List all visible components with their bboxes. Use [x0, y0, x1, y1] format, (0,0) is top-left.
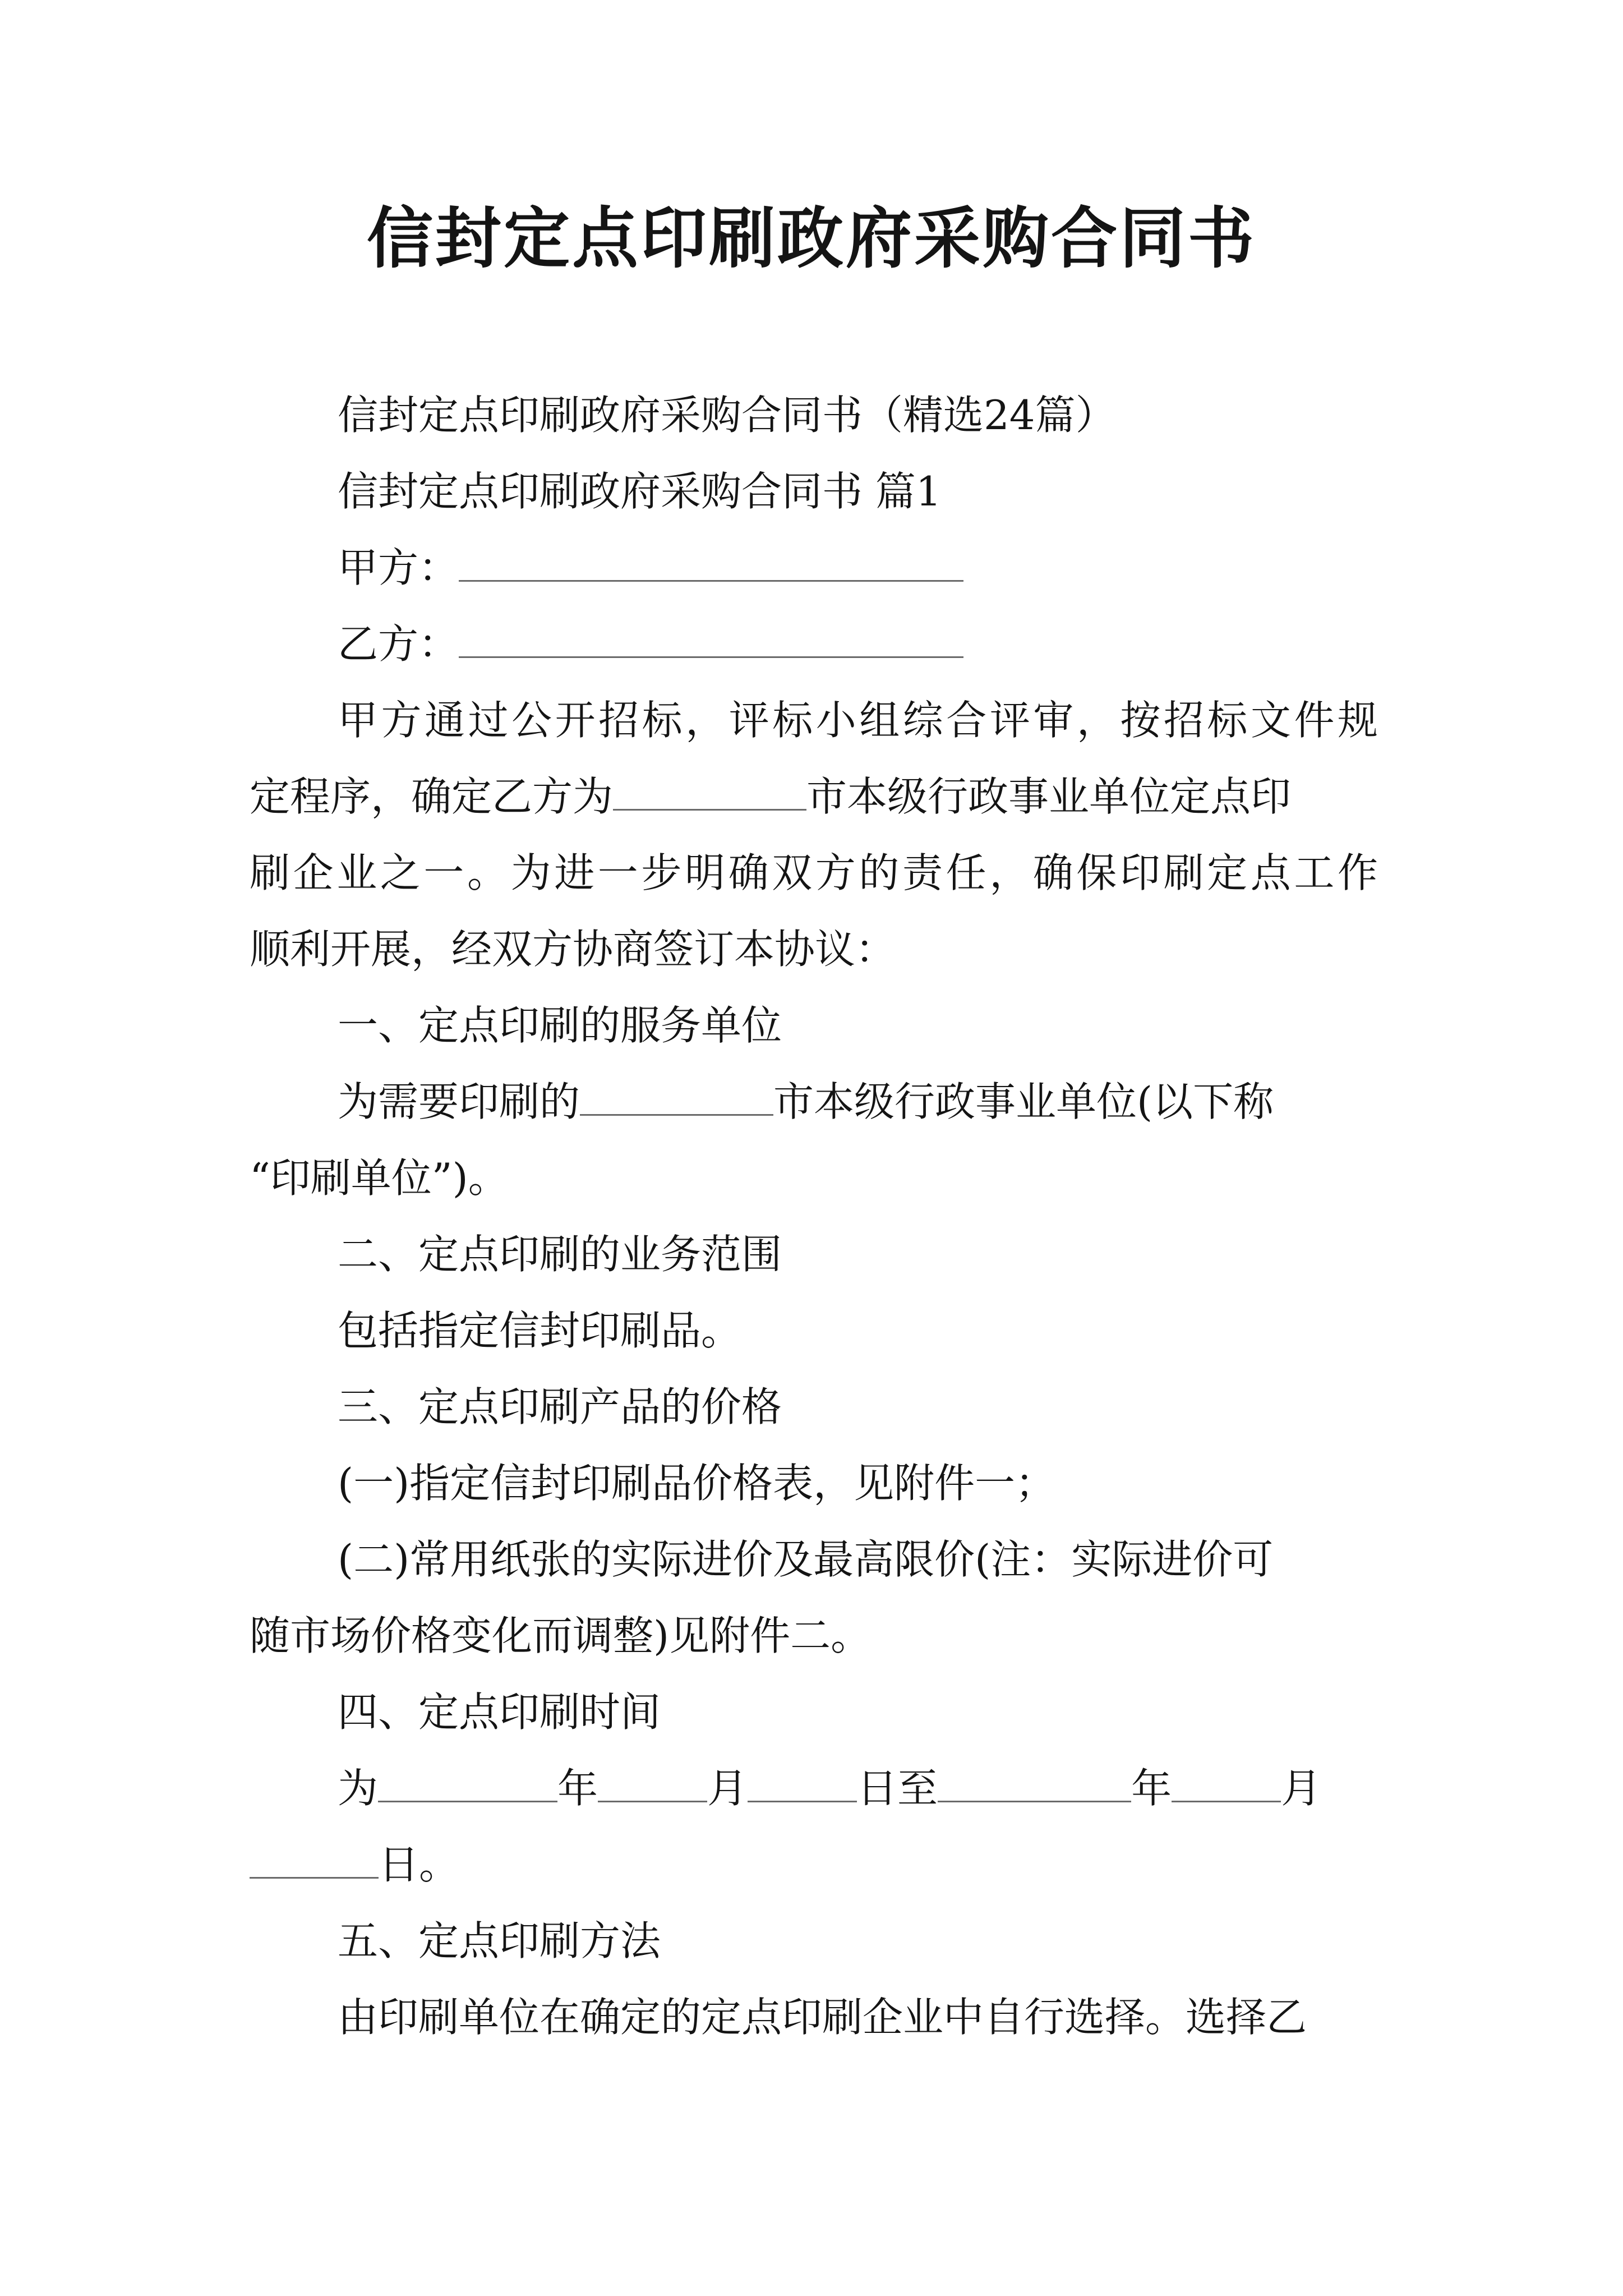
party-b-blank [459, 622, 963, 658]
party-a-line [338, 540, 963, 596]
start-month-blank [598, 1766, 707, 1802]
party-b-label: 乙方： [338, 620, 459, 668]
section-2-body: 包括指定信封印刷品。 [338, 1307, 742, 1354]
end-day-blank [250, 1842, 379, 1879]
end-year-label: 年 [1131, 1765, 1172, 1812]
intro-line-2 [250, 769, 1291, 825]
section-4-period-line-2 [250, 1837, 459, 1893]
document-subtitle: 信封定点印刷政府采购合同书（精选24篇） [338, 392, 1116, 439]
section-3-item-2-line-2: 随市场价格变化而调整)见附件二。 [250, 1612, 872, 1659]
party-a-label: 甲方： [338, 544, 459, 591]
section-3-item-1: (一)指定信封印刷品价格表，见附件一； [338, 1460, 1056, 1507]
start-year-label: 年 [557, 1765, 598, 1812]
period-prefix: 为 [338, 1765, 379, 1812]
section-3-heading: 三、定点印刷产品的价格 [338, 1383, 782, 1430]
section-5-heading: 五、定点印刷方法 [338, 1917, 661, 1964]
start-year-blank [378, 1766, 557, 1802]
intro-line-3: 刷企业之一。为进一步明确双方的责任，确保印刷定点工作 [250, 849, 1378, 896]
party-a-blank [459, 545, 963, 582]
end-month-label: 月 [1281, 1765, 1322, 1812]
document-title: 信封定点印刷政府采购合同书 [366, 200, 1256, 277]
section-1-heading: 一、定点印刷的服务单位 [338, 1002, 782, 1049]
section-2-heading: 二、定点印刷的业务范围 [338, 1231, 782, 1278]
section-4-heading: 四、定点印刷时间 [338, 1688, 661, 1736]
section-5-line-1: 由印刷单位在确定的定点印刷企业中自行选择。选择乙 [338, 1994, 1307, 2041]
end-day-label: 日。 [379, 1841, 460, 1888]
section-heading: 信封定点印刷政府采购合同书 篇1 [338, 468, 942, 515]
start-day-label: 日至 [857, 1765, 938, 1812]
section-4-period-line [338, 1760, 1321, 1816]
section-1-line-1-b: 市本级行政事业单位(以下称 [773, 1078, 1274, 1125]
section-1-line-2: “印刷单位”)。 [250, 1154, 509, 1202]
end-year-blank [938, 1766, 1131, 1802]
section-1-city-blank [580, 1079, 773, 1116]
end-month-blank [1172, 1766, 1281, 1802]
start-month-label: 月 [707, 1765, 748, 1812]
intro-line-1: 甲方通过公开招标，评标小组综合评审，按招标文件规 [338, 697, 1378, 744]
intro-line-2-a: 定程序，确定乙方为 [250, 773, 614, 820]
intro-city-blank [613, 774, 806, 811]
start-day-blank [748, 1766, 857, 1802]
intro-line-2-b: 市本级行政事业单位定点印 [806, 773, 1292, 820]
section-1-line-1-a: 为需要印刷的 [338, 1078, 580, 1125]
section-3-item-2-line-1: (二)常用纸张的实际进价及最高限价(注：实际进价可 [338, 1536, 1274, 1583]
party-b-line [338, 616, 963, 672]
section-1-line-1 [338, 1074, 1274, 1130]
intro-line-4: 顺利开展，经双方协商签订本协议： [250, 926, 896, 973]
